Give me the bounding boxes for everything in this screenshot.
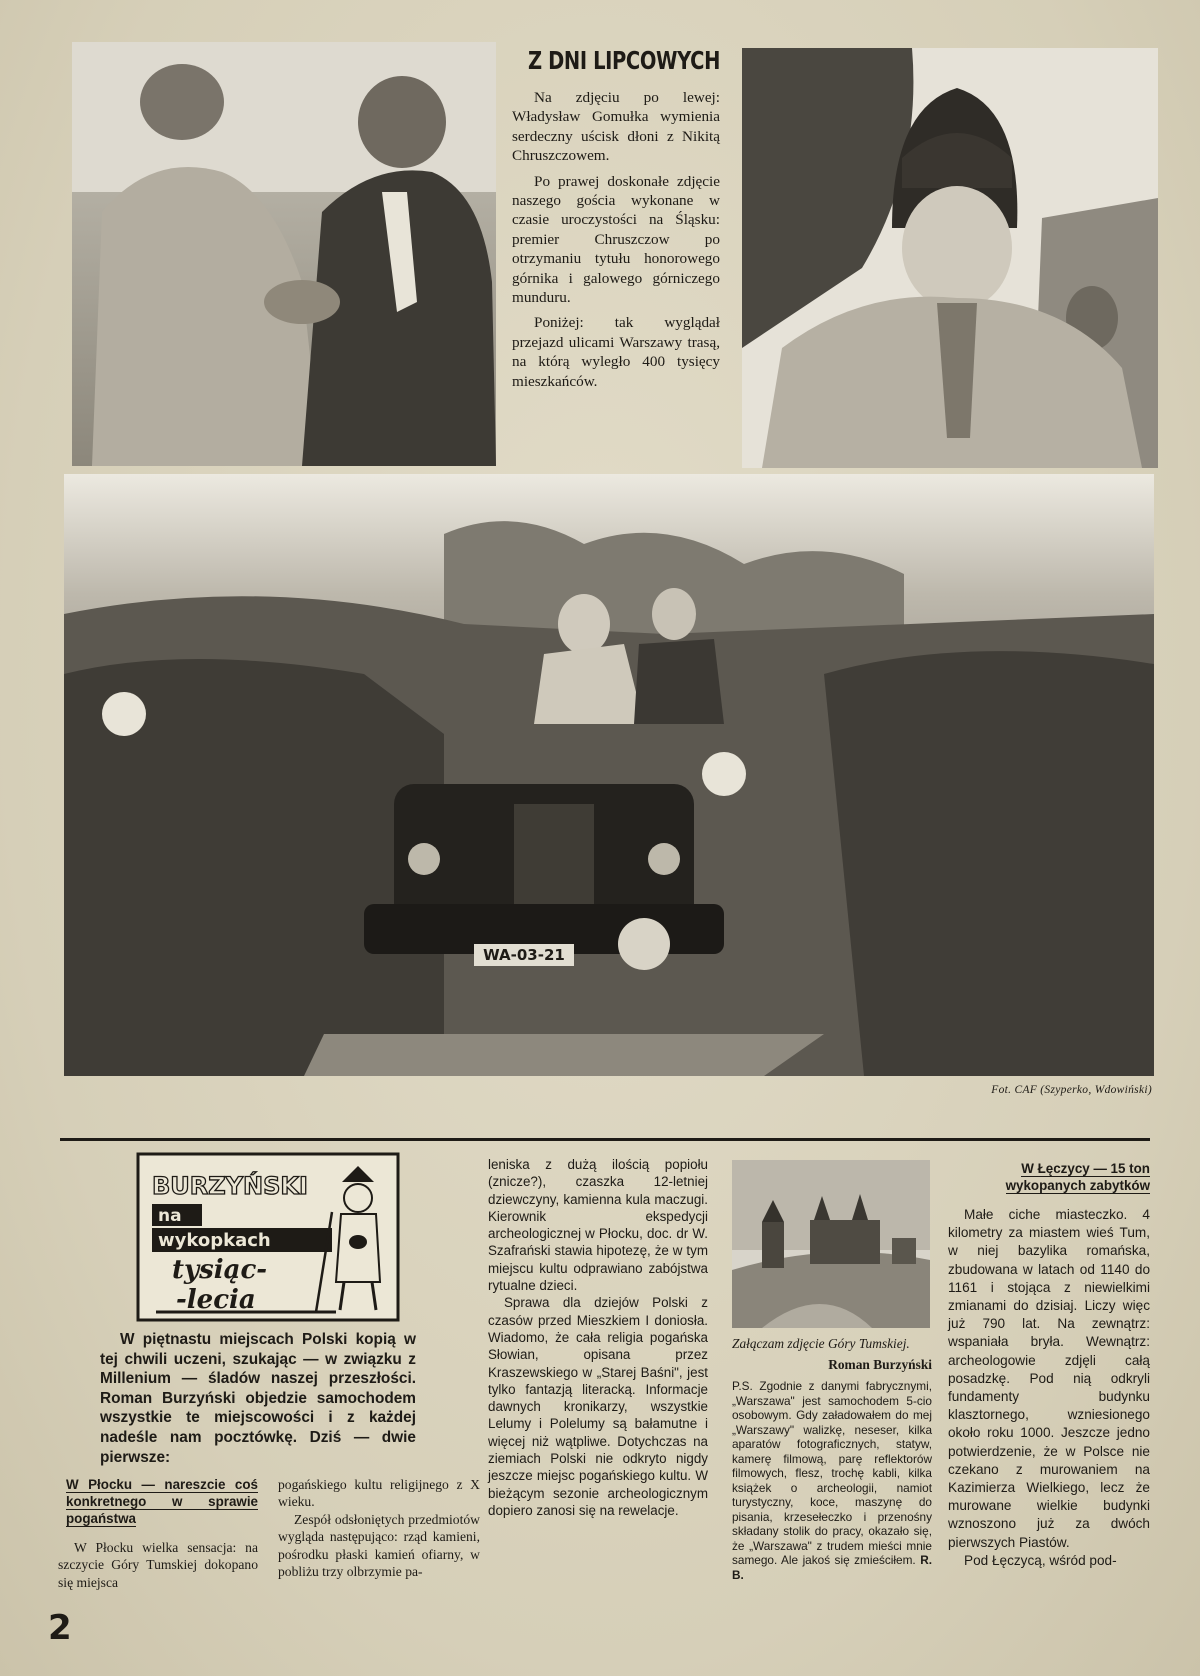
column-5 [948, 1160, 1150, 1570]
logo-title-text: BURZYŃSKI [152, 1172, 308, 1200]
author-signature: Roman Burzyński [828, 1357, 932, 1372]
logo-na-text: na [158, 1206, 182, 1226]
postscript-signature: R. B. [732, 1553, 932, 1582]
intro-paragraph: Poniżej: tak wyglądał przejazd ulicami Warszawy trasą, na którą wyległo 400 tysięcy mieszkańców. [512, 314, 720, 390]
license-plate: WA-03-21 [483, 946, 565, 964]
photo-motorcade-image [64, 474, 1154, 1076]
plock-paragraph: Sprawa dla dziejów Polski z czasów przed Mieszkiem I doniosła. Wiadomo, że cała religia pogańska Słowian, opisana przez Kraszewskiego w „Starej Baśni", jest tylko fantazją literacką. Informacje dawnych kronikarzy, wszystkie Lelumy i Polelumy są bałamutne i więcej niż wątpliwe. Dotychczas na ziemiach Polski nie odkryto nigdy jeszcze miejsc pogańskiego kultu. W bieżącym sezonie archeologicznym dopiero zanosi się na rewelacje. [488, 1295, 708, 1518]
column-4 [732, 1335, 932, 1582]
photo-motorcade [64, 474, 1154, 1076]
leczyca-paragraph: Małe ciche miasteczko. 4 kilometry za miastem wieś Tum, w niej bazylika romańska, zbudowana w latach od 1140 do 1161 i stojąca z niewielkimi zmianami do dzisiaj. Liczy więc już 790 lat. Na zewnątrz: wspaniała bryła. Wewnątrz: archeologowie zdjęli całą posadzkę. Pod nią odkryli fundamenty budynku klasztornego, wzniesionego około roku 1000. Jeszcze jedno potwierdzenie, że w Polsce nie czekano z murowaniem na Kazimierza Wielkiego, lecz że murowane wielkie budynki wznoszono już za dwóch pierwszych Piastów. [948, 1207, 1150, 1550]
photo-handshake [72, 42, 496, 466]
intro-paragraph: Po prawej doskonałe zdjęcie naszego gościa wykonane w czasie uroczystości na Śląsku: premier Chruszczow po otrzymaniu tytułu honorowego górnika i galowego górniczego munduru. [512, 172, 720, 307]
photo-caption: Załączam zdjęcie Góry Tumskiej. [732, 1336, 910, 1351]
photo-miner-hat-image [742, 48, 1158, 468]
leczyca-heading-text: W Łęczycy — 15 ton wykopanych zabytków [1005, 1161, 1150, 1193]
postscript-text: P.S. Zgodnie z danymi fabrycznymi, „Warszawa" jest samochodem 5-cio osobowym. Gdy załadowałem do mej „Warszawy" walizkę, neseser, kilka aparatów fotograficznych, statyw, kamerę filmową, parę reflektorów filmowych, flesz, trochę kabli, kilka książek o archeologii, namiot turystyczny, koce, maszynę do pisania, krzesełeczko i przenośny składany stolik do pracy, okazało się, że „Warszawa" z trudem mieści mnie samego. Ale jakoś się zmieściłem. [732, 1379, 932, 1568]
leczyca-paragraph: Pod Łęczycą, wśród pod- [964, 1552, 1117, 1568]
column-1 [58, 1476, 258, 1591]
page-headline: Z DNI LIPCOWYCH [527, 46, 721, 75]
photo-credit: Fot. CAF (Szyperko, Wdowiński) [991, 1084, 1152, 1096]
plock-heading [66, 1476, 258, 1527]
article-lead: W piętnastu miejscach Polski kopią w tej chwili uczeni, szukając — w związku z Millenium — śladów naszej przeszłości. Roman Burzyński objedzie samochodem wszystkie te miejscowości i z każdej nadeśle nam pocztówkę. Dziś — dwie pierwsze: [100, 1331, 416, 1466]
column-3 [488, 1156, 708, 1519]
plock-heading-text: W Płocku — nareszcie coś konkretnego w sprawie pogaństwa [66, 1477, 258, 1526]
column-logo [136, 1152, 400, 1322]
page-number: 2 [48, 1608, 72, 1648]
logo-wykopkach-text: wykopkach [158, 1230, 271, 1251]
plock-paragraph: W Płocku wielka sensacja: na szczycie Góry Tumskiej dokopano się miejsca [58, 1540, 258, 1590]
logo-lecia-text: -lecia [176, 1285, 256, 1315]
photo-miner-hat [742, 48, 1158, 468]
plock-paragraph: pogańskiego kultu religijnego z X wieku. [278, 1477, 480, 1510]
column-2 [278, 1476, 480, 1580]
column-logo-drawing [136, 1152, 400, 1322]
intro-paragraph: Na zdjęciu po lewej: Władysław Gomułka wymienia serdeczny uścisk dłoni z Nikitą Chruszczowem. [512, 89, 720, 165]
intro-text [512, 88, 720, 397]
postscript [732, 1379, 932, 1582]
logo-tysiac-text: tysiąc- [172, 1255, 268, 1285]
photo-gora-tumska-image [732, 1160, 930, 1328]
plock-paragraph: leniska z dużą ilością popiołu (znicze?), czaszka 12-letniej dziewczyny, kamienna kula maczugi. Kierownik ekspedycji archeologicznej w Płocku, doc. dr W. Szafrański stawia hipotezę, że w tym miejscu kultu odprawiano zabójstwa rytualne dzieci. [488, 1157, 708, 1294]
section-divider [60, 1138, 1150, 1141]
photo-gora-tumska [732, 1160, 930, 1328]
plock-paragraph: Zespół odsłoniętych przedmiotów wygląda następująco: rząd kamieni, pośrodku płaski kamień ofiarny, w pobliżu trzy olbrzymie pa- [278, 1511, 480, 1580]
photo-handshake-image [72, 42, 496, 466]
leczyca-heading [948, 1160, 1150, 1194]
